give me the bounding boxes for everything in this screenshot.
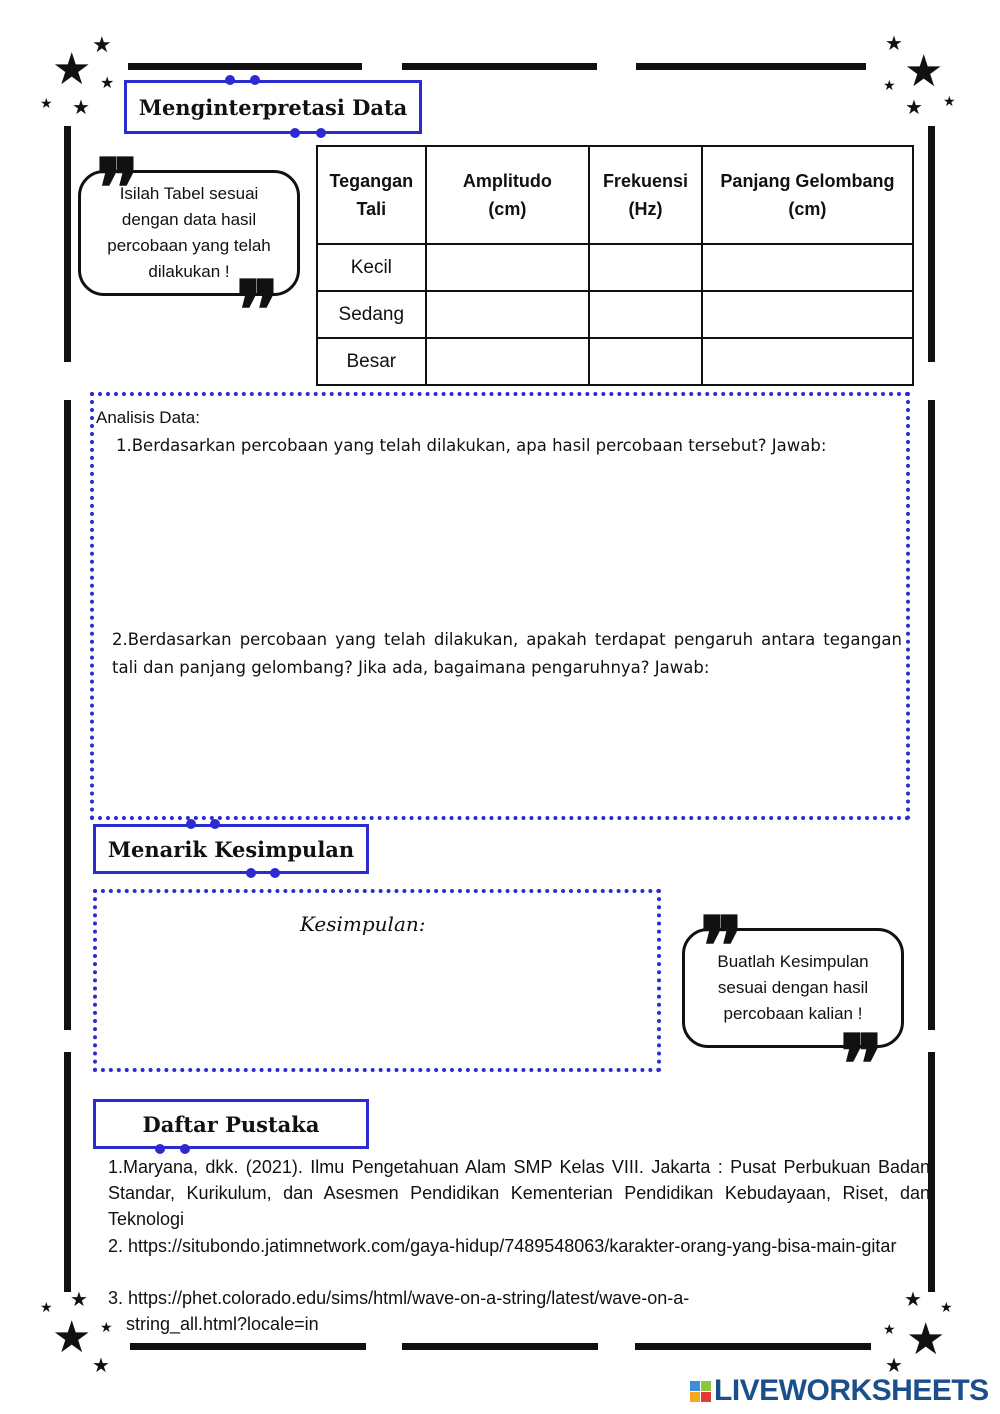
row-label: Sedang: [317, 291, 426, 338]
connector-dot: [290, 128, 300, 138]
close-quote-icon: ❞: [236, 263, 280, 357]
table-row: [317, 338, 913, 385]
border-left-1: [64, 126, 71, 362]
row-label: Kecil: [317, 244, 426, 291]
section-title-references: [93, 1099, 369, 1149]
col-header: Amplitudo (cm): [426, 146, 589, 244]
row-label: Besar: [317, 338, 426, 385]
logo-text: LIVEWORKSHEETS: [714, 1374, 989, 1407]
input-cell[interactable]: [702, 338, 913, 385]
border-right-2: [928, 400, 935, 1030]
star-icon: ★: [40, 95, 53, 111]
section-title-conclusion: [93, 824, 369, 874]
border-bottom-2: [402, 1343, 598, 1350]
data-table: [316, 145, 914, 386]
connector-dot: [250, 75, 260, 85]
border-top-2: [402, 63, 597, 70]
star-icon: ★: [940, 1299, 953, 1315]
input-cell[interactable]: [426, 244, 589, 291]
instruction-text: Isilah Tabel sesuai dengan data hasil percobaan yang telah dilakukan !: [107, 184, 271, 281]
border-left-3: [64, 1052, 71, 1292]
star-icon: ★: [100, 75, 115, 92]
logo-icon: [690, 1381, 711, 1402]
connector-dot: [186, 819, 196, 829]
table-row: [317, 291, 913, 338]
star-icon: ★: [40, 1299, 53, 1315]
input-cell[interactable]: [589, 291, 702, 338]
section-title-text: Menarik Kesimpulan: [107, 836, 355, 862]
star-icon: ★: [906, 1315, 946, 1364]
connector-dot: [316, 128, 326, 138]
star-icon: ★: [885, 1355, 903, 1377]
col-header: Tegangan Tali: [317, 146, 426, 244]
section-title-text: Daftar Pustaka: [142, 1111, 320, 1137]
reference-1: 1.Maryana, dkk. (2021). Ilmu Pengetahuan Alam SMP Kelas VIII. Jakarta : Pusat Perbukuan Badan Standar, Kurikulum, dan Asesmen Pendidikan Kementerian Pendidikan Kebudayaan, Riset, dan Teknologi: [108, 1157, 930, 1229]
border-top-1: [128, 63, 362, 70]
star-icon: ★: [905, 97, 923, 119]
connector-dot: [225, 75, 235, 85]
star-icon: ★: [52, 45, 92, 94]
input-cell[interactable]: [589, 338, 702, 385]
border-right-1: [928, 126, 935, 362]
section-title-interpret: [124, 80, 422, 134]
border-bottom-3: [635, 1343, 871, 1350]
connector-dot: [246, 868, 256, 878]
open-quote-icon: ❞: [700, 899, 744, 993]
star-icon: ★: [92, 32, 112, 57]
star-icon: ★: [943, 93, 956, 109]
star-icon: ★: [885, 33, 903, 55]
instruction-text: Buatlah Kesimpulan sesuai dengan hasil percobaan kalian !: [717, 952, 869, 1023]
border-left-2: [64, 400, 71, 1030]
input-cell[interactable]: [426, 338, 589, 385]
star-icon: ★: [883, 1321, 896, 1337]
close-quote-icon: ❞: [840, 1017, 884, 1111]
reference-2[interactable]: 2. https://situbondo.jatimnetwork.com/gaya-hidup/7489548063/karakter-orang-yang-bisa-main-gitar: [108, 1236, 897, 1256]
border-bottom-1: [130, 1343, 366, 1350]
star-icon: ★: [904, 1289, 922, 1311]
star-icon: ★: [883, 77, 896, 93]
question-1: 1.Berdasarkan percobaan yang telah dilakukan, apa hasil percobaan tersebut? Jawab:: [116, 436, 827, 455]
star-icon: ★: [904, 47, 944, 96]
connector-dot: [180, 1144, 190, 1154]
col-header: Frekuensi (Hz): [589, 146, 702, 244]
connector-dot: [155, 1144, 165, 1154]
input-cell[interactable]: [702, 244, 913, 291]
table-row: [317, 244, 913, 291]
border-top-3: [636, 63, 866, 70]
answer-2-area[interactable]: [110, 690, 900, 810]
analysis-title: Analisis Data:: [96, 408, 200, 427]
answer-1-area[interactable]: [110, 465, 900, 615]
liveworksheets-logo: [690, 1374, 989, 1408]
input-cell[interactable]: [589, 244, 702, 291]
connector-dot: [270, 868, 280, 878]
input-cell[interactable]: [426, 291, 589, 338]
star-icon: ★: [92, 1355, 110, 1377]
question-2: 2.Berdasarkan percobaan yang telah dilakukan, apakah terdapat pengaruh antara tegangan tali dan panjang gelombang? Jika ada, bagaimana pengaruhnya? Jawab:: [112, 630, 902, 677]
star-icon: ★: [52, 1313, 92, 1362]
conclusion-label: Kesimpulan:: [300, 912, 426, 936]
star-icon: ★: [100, 1319, 113, 1335]
col-header: Panjang Gelombang (cm): [702, 146, 913, 244]
connector-dot: [210, 819, 220, 829]
reference-3[interactable]: 3. https://phet.colorado.edu/sims/html/wave-on-a-string/latest/wave-on-a-string_all.html?locale=in: [108, 1288, 690, 1334]
star-icon: ★: [72, 97, 90, 119]
star-icon: ★: [70, 1289, 88, 1311]
section-title-text: Menginterpretasi Data: [138, 94, 408, 120]
open-quote-icon: ❞: [96, 141, 140, 235]
input-cell[interactable]: [702, 291, 913, 338]
